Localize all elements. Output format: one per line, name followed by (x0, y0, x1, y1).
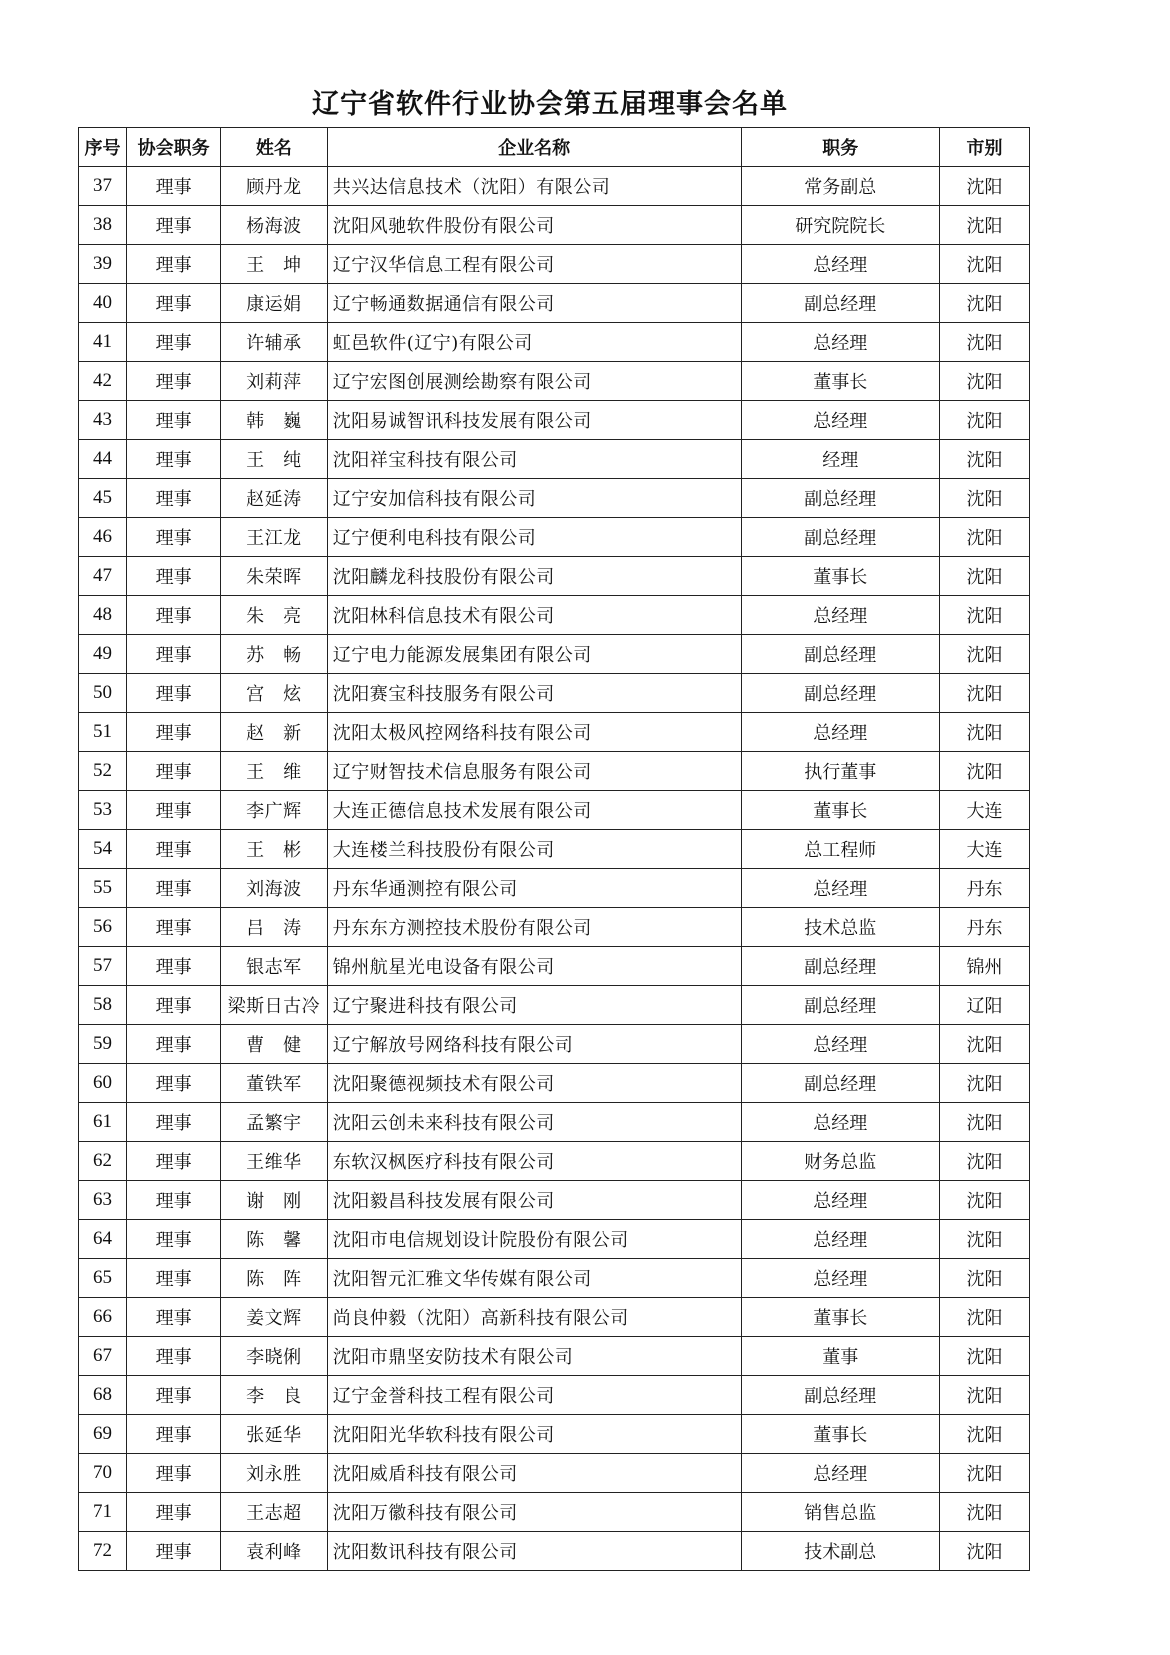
table-row (79, 1298, 1030, 1337)
position: 总经理 (741, 713, 940, 752)
position: 董事长 (741, 1298, 940, 1337)
city: 沈阳 (940, 1493, 1030, 1532)
row-number: 65 (79, 1259, 127, 1298)
association-role: 理事 (127, 167, 221, 206)
column-header-position: 职务 (741, 128, 940, 167)
table-row (79, 401, 1030, 440)
position: 副总经理 (741, 947, 940, 986)
position: 技术副总 (741, 1532, 940, 1571)
position: 董事长 (741, 557, 940, 596)
member-name: 王志超 (221, 1493, 328, 1532)
company-name: 辽宁聚进科技有限公司 (327, 986, 741, 1025)
position: 总经理 (741, 1220, 940, 1259)
table-row (79, 791, 1030, 830)
table-row (79, 518, 1030, 557)
table-row (79, 1142, 1030, 1181)
row-number: 52 (79, 752, 127, 791)
city: 沈阳 (940, 206, 1030, 245)
company-name: 沈阳万徽科技有限公司 (327, 1493, 741, 1532)
member-name: 王 坤 (221, 245, 328, 284)
table-row (79, 1376, 1030, 1415)
table-row (79, 479, 1030, 518)
association-role: 理事 (127, 401, 221, 440)
city: 辽阳 (940, 986, 1030, 1025)
association-role: 理事 (127, 1181, 221, 1220)
member-name: 朱荣晖 (221, 557, 328, 596)
company-name: 沈阳数讯科技有限公司 (327, 1532, 741, 1571)
company-name: 辽宁便利电科技有限公司 (327, 518, 741, 557)
position: 总工程师 (741, 830, 940, 869)
row-number: 61 (79, 1103, 127, 1142)
row-number: 72 (79, 1532, 127, 1571)
position: 总经理 (741, 1025, 940, 1064)
position: 总经理 (741, 1259, 940, 1298)
association-role: 理事 (127, 1493, 221, 1532)
member-name: 苏 畅 (221, 635, 328, 674)
table-row (79, 1493, 1030, 1532)
table-row (79, 1415, 1030, 1454)
position: 副总经理 (741, 986, 940, 1025)
member-name: 王 纯 (221, 440, 328, 479)
position: 研究院院长 (741, 206, 940, 245)
position: 副总经理 (741, 518, 940, 557)
company-name: 辽宁金誉科技工程有限公司 (327, 1376, 741, 1415)
company-name: 虹邑软件(辽宁)有限公司 (327, 323, 741, 362)
company-name: 沈阳聚德视频技术有限公司 (327, 1064, 741, 1103)
position: 财务总监 (741, 1142, 940, 1181)
member-name: 姜文辉 (221, 1298, 328, 1337)
city: 沈阳 (940, 674, 1030, 713)
row-number: 70 (79, 1454, 127, 1493)
association-role: 理事 (127, 947, 221, 986)
header-row (79, 128, 1030, 167)
table-row (79, 1454, 1030, 1493)
row-number: 48 (79, 596, 127, 635)
association-role: 理事 (127, 1064, 221, 1103)
table-row (79, 440, 1030, 479)
company-name: 沈阳林科信息技术有限公司 (327, 596, 741, 635)
association-role: 理事 (127, 1142, 221, 1181)
company-name: 沈阳智元汇雅文华传媒有限公司 (327, 1259, 741, 1298)
association-role: 理事 (127, 323, 221, 362)
position: 董事长 (741, 362, 940, 401)
city: 沈阳 (940, 401, 1030, 440)
table-row (79, 674, 1030, 713)
city: 沈阳 (940, 323, 1030, 362)
row-number: 51 (79, 713, 127, 752)
table-row (79, 986, 1030, 1025)
company-name: 东软汉枫医疗科技有限公司 (327, 1142, 741, 1181)
table-row (79, 830, 1030, 869)
row-number: 58 (79, 986, 127, 1025)
company-name: 辽宁畅通数据通信有限公司 (327, 284, 741, 323)
position: 副总经理 (741, 1376, 940, 1415)
city: 沈阳 (940, 518, 1030, 557)
member-name: 王 维 (221, 752, 328, 791)
city: 沈阳 (940, 1181, 1030, 1220)
association-role: 理事 (127, 1298, 221, 1337)
row-number: 42 (79, 362, 127, 401)
company-name: 辽宁电力能源发展集团有限公司 (327, 635, 741, 674)
company-name: 沈阳云创未来科技有限公司 (327, 1103, 741, 1142)
city: 沈阳 (940, 635, 1030, 674)
member-name: 宫 炫 (221, 674, 328, 713)
position: 常务副总 (741, 167, 940, 206)
position: 董事长 (741, 1415, 940, 1454)
company-name: 辽宁安加信科技有限公司 (327, 479, 741, 518)
position: 总经理 (741, 1454, 940, 1493)
company-name: 丹东华通测控有限公司 (327, 869, 741, 908)
member-name: 吕 涛 (221, 908, 328, 947)
row-number: 45 (79, 479, 127, 518)
city: 沈阳 (940, 1532, 1030, 1571)
table-row (79, 1532, 1030, 1571)
row-number: 49 (79, 635, 127, 674)
association-role: 理事 (127, 1415, 221, 1454)
association-role: 理事 (127, 1376, 221, 1415)
association-role: 理事 (127, 284, 221, 323)
row-number: 37 (79, 167, 127, 206)
member-name: 孟繁宇 (221, 1103, 328, 1142)
city: 沈阳 (940, 1025, 1030, 1064)
position: 董事 (741, 1337, 940, 1376)
association-role: 理事 (127, 752, 221, 791)
row-number: 55 (79, 869, 127, 908)
column-header-name: 姓名 (221, 128, 328, 167)
association-role: 理事 (127, 713, 221, 752)
row-number: 62 (79, 1142, 127, 1181)
row-number: 41 (79, 323, 127, 362)
position: 总经理 (741, 401, 940, 440)
company-name: 沈阳阳光华软科技有限公司 (327, 1415, 741, 1454)
table-row (79, 908, 1030, 947)
row-number: 59 (79, 1025, 127, 1064)
table-row (79, 596, 1030, 635)
row-number: 64 (79, 1220, 127, 1259)
member-name: 银志军 (221, 947, 328, 986)
member-name: 谢 刚 (221, 1181, 328, 1220)
company-name: 锦州航星光电设备有限公司 (327, 947, 741, 986)
association-role: 理事 (127, 869, 221, 908)
city: 沈阳 (940, 1415, 1030, 1454)
company-name: 沈阳太极风控网络科技有限公司 (327, 713, 741, 752)
column-header-no: 序号 (79, 128, 127, 167)
row-number: 38 (79, 206, 127, 245)
position: 副总经理 (741, 635, 940, 674)
position: 技术总监 (741, 908, 940, 947)
position: 副总经理 (741, 284, 940, 323)
position: 副总经理 (741, 1064, 940, 1103)
member-name: 刘永胜 (221, 1454, 328, 1493)
member-name: 王 彬 (221, 830, 328, 869)
city: 沈阳 (940, 1259, 1030, 1298)
city: 沈阳 (940, 557, 1030, 596)
association-role: 理事 (127, 830, 221, 869)
member-name: 陈 馨 (221, 1220, 328, 1259)
position: 总经理 (741, 869, 940, 908)
city: 锦州 (940, 947, 1030, 986)
company-name: 辽宁财智技术信息服务有限公司 (327, 752, 741, 791)
city: 沈阳 (940, 245, 1030, 284)
city: 大连 (940, 791, 1030, 830)
row-number: 57 (79, 947, 127, 986)
company-name: 丹东东方测控技术股份有限公司 (327, 908, 741, 947)
row-number: 40 (79, 284, 127, 323)
company-name: 沈阳易诚智讯科技发展有限公司 (327, 401, 741, 440)
company-name: 尚良仲毅（沈阳）高新科技有限公司 (327, 1298, 741, 1337)
city: 沈阳 (940, 284, 1030, 323)
roster-table (78, 127, 1030, 1571)
member-name: 康运娟 (221, 284, 328, 323)
company-name: 大连正德信息技术发展有限公司 (327, 791, 741, 830)
company-name: 沈阳祥宝科技有限公司 (327, 440, 741, 479)
member-name: 许辅承 (221, 323, 328, 362)
roster-body (79, 167, 1030, 1571)
association-role: 理事 (127, 1025, 221, 1064)
association-role: 理事 (127, 557, 221, 596)
company-name: 辽宁汉华信息工程有限公司 (327, 245, 741, 284)
table-row (79, 167, 1030, 206)
column-header-company: 企业名称 (327, 128, 741, 167)
position: 副总经理 (741, 674, 940, 713)
city: 沈阳 (940, 167, 1030, 206)
row-number: 39 (79, 245, 127, 284)
position: 总经理 (741, 1103, 940, 1142)
city: 沈阳 (940, 1064, 1030, 1103)
city: 沈阳 (940, 1142, 1030, 1181)
association-role: 理事 (127, 674, 221, 713)
member-name: 李 良 (221, 1376, 328, 1415)
company-name: 大连楼兰科技股份有限公司 (327, 830, 741, 869)
row-number: 66 (79, 1298, 127, 1337)
company-name: 沈阳麟龙科技股份有限公司 (327, 557, 741, 596)
table-row (79, 323, 1030, 362)
member-name: 刘海波 (221, 869, 328, 908)
company-name: 沈阳毅昌科技发展有限公司 (327, 1181, 741, 1220)
city: 沈阳 (940, 1376, 1030, 1415)
association-role: 理事 (127, 206, 221, 245)
table-row (79, 1064, 1030, 1103)
member-name: 王维华 (221, 1142, 328, 1181)
association-role: 理事 (127, 1259, 221, 1298)
table-row (79, 1103, 1030, 1142)
column-header-association-role: 协会职务 (127, 128, 221, 167)
row-number: 60 (79, 1064, 127, 1103)
association-role: 理事 (127, 362, 221, 401)
table-row (79, 1181, 1030, 1220)
row-number: 68 (79, 1376, 127, 1415)
row-number: 47 (79, 557, 127, 596)
city: 丹东 (940, 869, 1030, 908)
member-name: 杨海波 (221, 206, 328, 245)
member-name: 顾丹龙 (221, 167, 328, 206)
city: 沈阳 (940, 1220, 1030, 1259)
table-row (79, 635, 1030, 674)
position: 副总经理 (741, 479, 940, 518)
city: 沈阳 (940, 1454, 1030, 1493)
association-role: 理事 (127, 596, 221, 635)
association-role: 理事 (127, 1337, 221, 1376)
position: 总经理 (741, 596, 940, 635)
association-role: 理事 (127, 1454, 221, 1493)
member-name: 曹 健 (221, 1025, 328, 1064)
association-role: 理事 (127, 635, 221, 674)
table-row (79, 752, 1030, 791)
table-row (79, 1337, 1030, 1376)
member-name: 朱 亮 (221, 596, 328, 635)
position: 董事长 (741, 791, 940, 830)
row-number: 71 (79, 1493, 127, 1532)
company-name: 沈阳赛宝科技服务有限公司 (327, 674, 741, 713)
row-number: 69 (79, 1415, 127, 1454)
position: 经理 (741, 440, 940, 479)
page-title: 辽宁省软件行业协会第五届理事会名单 (312, 89, 788, 120)
table-row (79, 947, 1030, 986)
city: 沈阳 (940, 713, 1030, 752)
member-name: 李广辉 (221, 791, 328, 830)
association-role: 理事 (127, 1103, 221, 1142)
table-row (79, 1220, 1030, 1259)
table-row (79, 1025, 1030, 1064)
association-role: 理事 (127, 479, 221, 518)
row-number: 67 (79, 1337, 127, 1376)
company-name: 辽宁解放号网络科技有限公司 (327, 1025, 741, 1064)
member-name: 赵延涛 (221, 479, 328, 518)
city: 沈阳 (940, 596, 1030, 635)
row-number: 50 (79, 674, 127, 713)
row-number: 54 (79, 830, 127, 869)
company-name: 沈阳市鼎坚安防技术有限公司 (327, 1337, 741, 1376)
position: 执行董事 (741, 752, 940, 791)
member-name: 梁斯日古冷 (221, 986, 328, 1025)
member-name: 陈 阵 (221, 1259, 328, 1298)
city: 沈阳 (940, 440, 1030, 479)
row-number: 56 (79, 908, 127, 947)
table-row (79, 1259, 1030, 1298)
association-role: 理事 (127, 791, 221, 830)
table-row (79, 206, 1030, 245)
row-number: 43 (79, 401, 127, 440)
company-name: 共兴达信息技术（沈阳）有限公司 (327, 167, 741, 206)
column-header-city: 市别 (940, 128, 1030, 167)
member-name: 董铁军 (221, 1064, 328, 1103)
association-role: 理事 (127, 518, 221, 557)
city: 沈阳 (940, 1337, 1030, 1376)
association-role: 理事 (127, 1220, 221, 1259)
association-role: 理事 (127, 1532, 221, 1571)
table-row (79, 557, 1030, 596)
company-name: 沈阳风驰软件股份有限公司 (327, 206, 741, 245)
table-row (79, 362, 1030, 401)
member-name: 袁利峰 (221, 1532, 328, 1571)
table-row (79, 869, 1030, 908)
city: 沈阳 (940, 1103, 1030, 1142)
member-name: 赵 新 (221, 713, 328, 752)
table-row (79, 713, 1030, 752)
company-name: 沈阳市电信规划设计院股份有限公司 (327, 1220, 741, 1259)
row-number: 44 (79, 440, 127, 479)
member-name: 王江龙 (221, 518, 328, 557)
row-number: 46 (79, 518, 127, 557)
table-row (79, 245, 1030, 284)
association-role: 理事 (127, 986, 221, 1025)
association-role: 理事 (127, 245, 221, 284)
member-name: 张延华 (221, 1415, 328, 1454)
row-number: 53 (79, 791, 127, 830)
city: 沈阳 (940, 479, 1030, 518)
association-role: 理事 (127, 440, 221, 479)
company-name: 沈阳威盾科技有限公司 (327, 1454, 741, 1493)
position: 总经理 (741, 245, 940, 284)
city: 丹东 (940, 908, 1030, 947)
table-row (79, 284, 1030, 323)
row-number: 63 (79, 1181, 127, 1220)
city: 大连 (940, 830, 1030, 869)
member-name: 韩 巍 (221, 401, 328, 440)
city: 沈阳 (940, 362, 1030, 401)
city: 沈阳 (940, 752, 1030, 791)
member-name: 刘莉萍 (221, 362, 328, 401)
company-name: 辽宁宏图创展测绘勘察有限公司 (327, 362, 741, 401)
position: 销售总监 (741, 1493, 940, 1532)
association-role: 理事 (127, 908, 221, 947)
position: 总经理 (741, 323, 940, 362)
member-name: 李晓俐 (221, 1337, 328, 1376)
city: 沈阳 (940, 1298, 1030, 1337)
position: 总经理 (741, 1181, 940, 1220)
